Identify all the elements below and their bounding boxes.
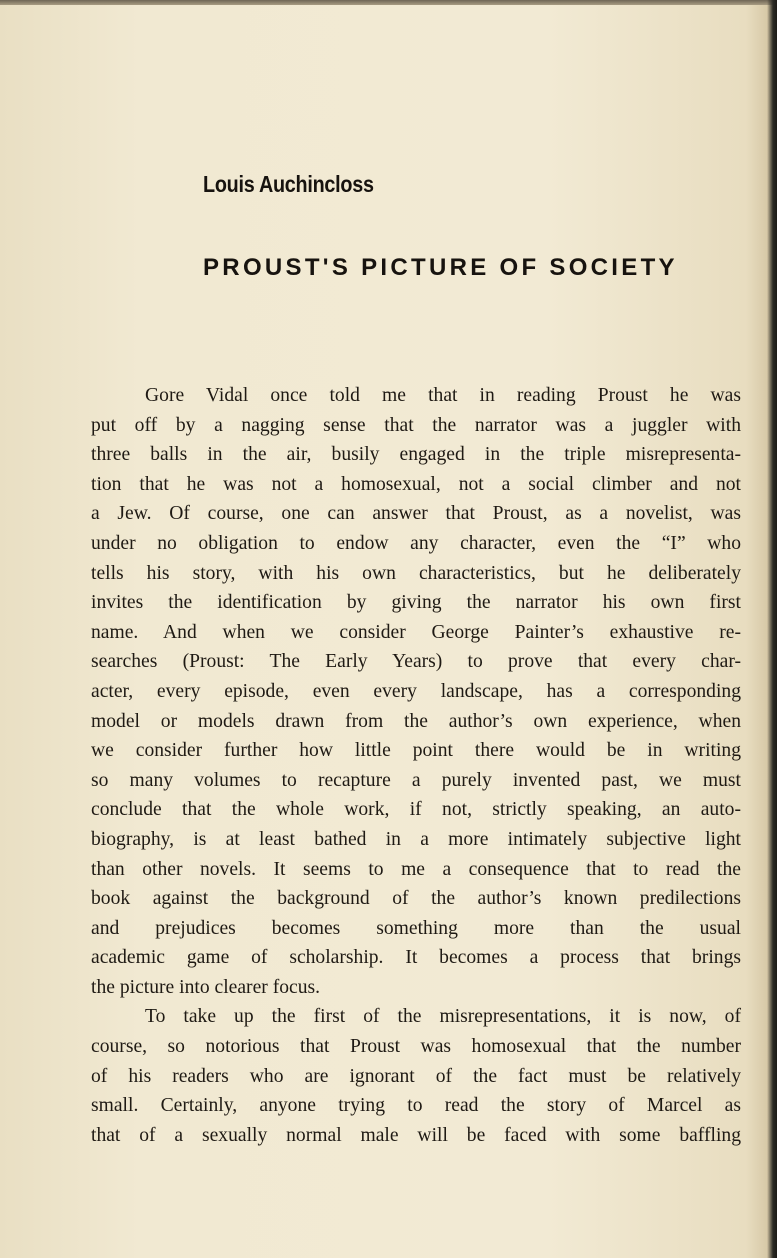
page-top-edge (0, 0, 777, 5)
text-line: searches (Proust: The Early Years) to prove that every char- (91, 651, 741, 673)
text-line: and prejudices becomes something more than the usual (91, 917, 741, 939)
text-line: conclude that the whole work, if not, strictly speaking, an auto- (91, 799, 741, 821)
text-line: academic game of scholarship. It becomes a process that brings (91, 947, 741, 969)
text-line: acter, every episode, even every landscape, has a corresponding (91, 680, 741, 702)
text-line: of his readers who are ignorant of the fact must be relatively (91, 1065, 741, 1087)
text-line: tells his story, with his own characteristics, but he deliberately (91, 562, 741, 584)
text-line: that of a sexually normal male will be faced with some baffling (91, 1124, 741, 1146)
body-text (91, 381, 741, 1150)
text-line: so many volumes to recapture a purely invented past, we must (91, 769, 741, 791)
text-line: Gore Vidal once told me that in reading Proust he was (145, 385, 741, 406)
text-line: To take up the first of the misrepresentations, it is now, of (145, 1006, 741, 1028)
text-line: model or models drawn from the author’s own experience, when (91, 710, 741, 732)
text-line: than other novels. It seems to me a consequence that to read the (91, 858, 741, 880)
text-line: name. And when we consider George Painter’s exhaustive re- (91, 621, 741, 643)
text-line: three balls in the air, busily engaged in the triple misrepresenta- (91, 444, 741, 466)
text-line: invites the identification by giving the narrator his own first (91, 592, 741, 614)
text-line: small. Certainly, anyone trying to read the story of Marcel as (91, 1095, 741, 1117)
page-binding-shadow (767, 0, 777, 1258)
text-line: we consider further how little point there would be in writing (91, 740, 741, 762)
text-line: tion that he was not a homosexual, not a social climber and not (91, 473, 741, 495)
essay-title: PROUST'S PICTURE OF SOCIETY (203, 254, 678, 281)
author-name: Louis Auchincloss (203, 171, 374, 197)
text-line: put off by a nagging sense that the narrator was a juggler with (91, 414, 741, 436)
text-line: the picture into clearer focus. (91, 976, 321, 998)
text-line: biography, is at least bathed in a more intimately subjective light (91, 828, 741, 850)
text-line: course, so notorious that Proust was homosexual that the number (91, 1036, 741, 1058)
text-line: under no obligation to endow any character, even the “I” who (91, 532, 741, 554)
text-line: a Jew. Of course, one can answer that Proust, as a novelist, was (91, 503, 741, 525)
text-line: book against the background of the author’s known predilections (91, 888, 741, 910)
